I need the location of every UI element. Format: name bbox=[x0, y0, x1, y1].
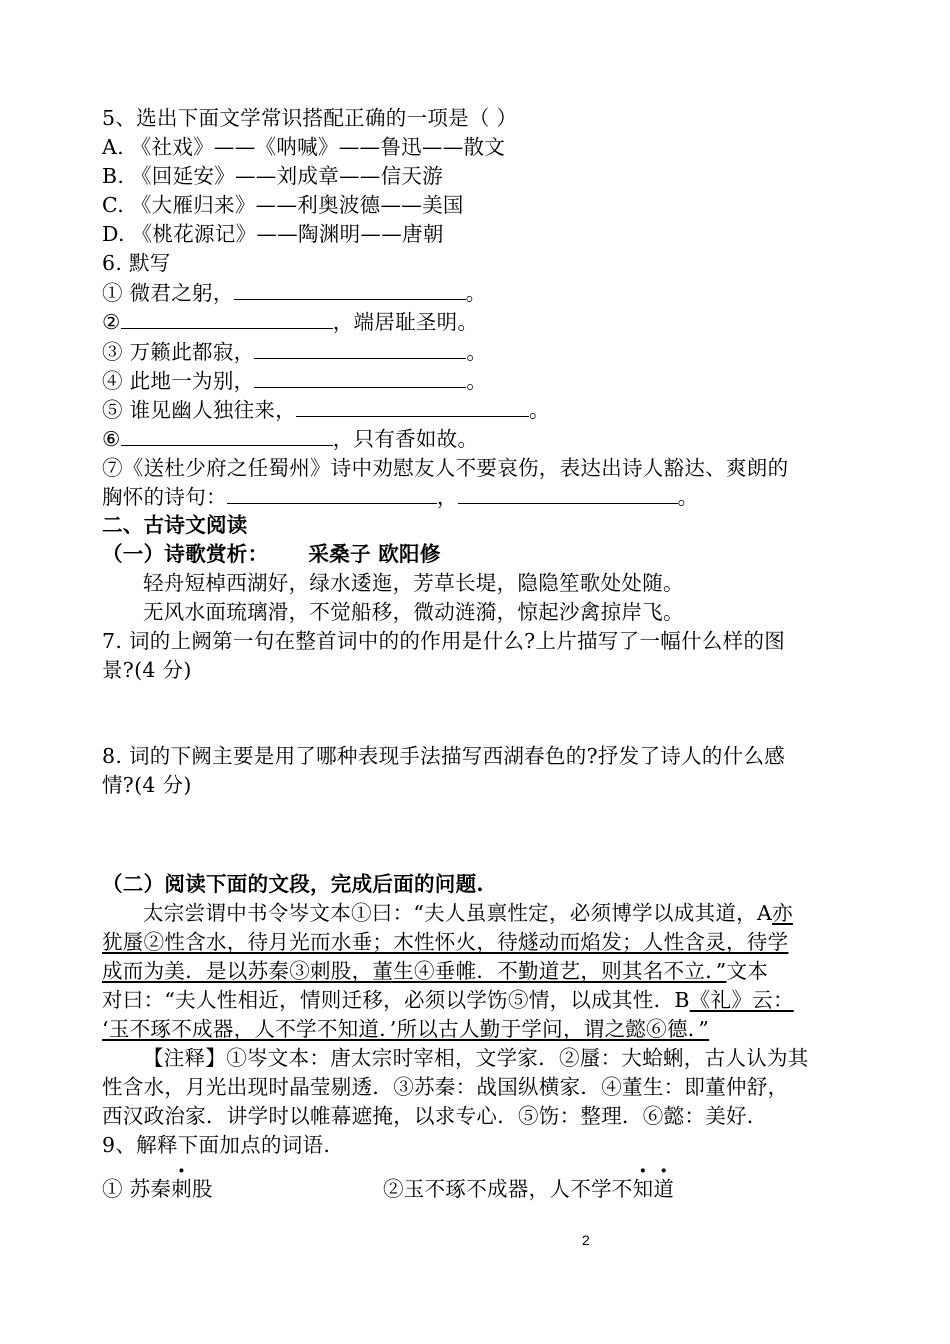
q6-item-5-post: 。 bbox=[529, 398, 550, 422]
page-number: 2 bbox=[582, 1232, 590, 1248]
q6-item-7-line2 bbox=[102, 483, 698, 512]
q8-line-1: 8. 词的下阙主要是用了哪种表现手法描写西湖春色的?抒发了诗人的什么感 bbox=[102, 744, 786, 768]
q6-item-6-post: ，只有香如故。 bbox=[332, 427, 479, 451]
passage-underlined-a-end: 成而为美．是以苏秦③刺股，董生④垂帷．不勤道艺，则其名不立．” bbox=[102, 959, 727, 983]
q6-item-1-pre: ① 微君之躬， bbox=[102, 281, 234, 305]
q5-stem: 5、选出下面文学常识搭配正确的一项是（ ） bbox=[102, 106, 518, 130]
q6-item-7-mid: ， bbox=[436, 485, 458, 509]
q6-item-1-post: 。 bbox=[465, 281, 487, 305]
q5-option-d: D. 《桃花源记》——陶渊明——唐朝 bbox=[102, 222, 444, 246]
section-2-title: 二、古诗文阅读 bbox=[102, 513, 248, 537]
passage-line-4 bbox=[102, 986, 794, 1015]
answer-blank[interactable] bbox=[121, 308, 333, 329]
q6-item-4 bbox=[102, 367, 487, 396]
q9-b-text: ②玉不琢不成器，人不学不 bbox=[383, 1177, 633, 1201]
notes-line-1: 【注释】①岑文本：唐太宗时宰相，文学家．②蜃：大蛤蜊，古人认为其 bbox=[143, 1046, 809, 1070]
q6-item-7-pre: 胸怀的诗句： bbox=[102, 485, 227, 509]
passage-line-5: ‘玉不琢不成器，人不学不知道．’所以古人勤于学问，谓之懿⑥德．” bbox=[102, 1017, 710, 1041]
poem-line-2: 无风水面琉璃滑，不觉船移，微动涟漪，惊起沙禽掠岸飞。 bbox=[143, 600, 684, 624]
poem-heading bbox=[102, 540, 441, 569]
answer-blank[interactable] bbox=[254, 367, 466, 388]
q9-b-dotted-word-2: 道 bbox=[653, 1177, 675, 1201]
q6-item-7-line1: ⑦《送杜少府之任蜀州》诗中劝慰友人不要哀伤，表达出诗人豁达、爽朗的 bbox=[102, 456, 789, 480]
passage-line-2: 犹蜃②性含水，待月光而水垂；木性怀火，待燧动而焰发；人性含灵，待学 bbox=[102, 930, 789, 954]
q9-a-dotted-word: 刺 bbox=[171, 1177, 193, 1201]
q9-item-a bbox=[102, 1175, 213, 1204]
q6-item-5 bbox=[102, 396, 550, 425]
q9-title: 9、解释下面加点的词语. bbox=[102, 1133, 331, 1157]
q6-title: 6. 默写 bbox=[102, 251, 171, 275]
q7-line-1: 7. 词的上阙第一句在整首词中的的作用是什么?上片描写了一幅什么样的图 bbox=[102, 629, 786, 653]
q9-a-text: ① 苏秦 bbox=[102, 1177, 172, 1201]
q5-option-b: B. 《回延安》——刘成章——信天游 bbox=[102, 164, 443, 188]
passage-underlined-b: 《礼》云： bbox=[689, 988, 794, 1012]
answer-blank[interactable] bbox=[254, 338, 466, 359]
q9-item-b bbox=[383, 1175, 674, 1204]
answer-blank[interactable] bbox=[121, 425, 333, 446]
q6-item-6-pre: ⑥ bbox=[102, 427, 121, 451]
sub-section-2-title: （二）阅读下面的文段，完成后面的问题. bbox=[102, 872, 484, 896]
q6-item-2 bbox=[102, 308, 478, 337]
passage-text: 对曰：“夫人性相近，情则迁移，必须以学饬⑤情，以成其性．B bbox=[102, 988, 690, 1012]
passage-line-3 bbox=[102, 957, 768, 986]
q5-option-a: A. 《社戏》——《呐喊》——鲁迅——散文 bbox=[102, 135, 506, 159]
passage-line-1 bbox=[143, 899, 793, 928]
answer-blank[interactable] bbox=[458, 483, 678, 504]
q8-line-2: 情?(4 分) bbox=[102, 773, 192, 797]
q6-item-7-post: 。 bbox=[677, 485, 699, 509]
q6-item-3 bbox=[102, 338, 487, 367]
q7-line-2: 景?(4 分) bbox=[102, 658, 192, 682]
q6-item-2-pre: ② bbox=[102, 310, 121, 334]
passage-text: 太宗尝谓中书令岑文本①曰：“夫人虽禀性定，必须博学以成其道，A bbox=[143, 901, 773, 925]
notes-line-3: 西汉政治家．讲学时以帷幕遮掩，以求专心．⑤饬：整理．⑥懿：美好． bbox=[102, 1104, 768, 1128]
passage-underlined-a: 亦 bbox=[772, 901, 793, 925]
q6-item-2-post: ，端居耻圣明。 bbox=[332, 310, 479, 334]
passage-text: 文本 bbox=[726, 959, 769, 983]
q6-item-5-pre: ⑤ 谁见幽人独往来， bbox=[102, 398, 297, 422]
answer-blank[interactable] bbox=[296, 396, 529, 417]
q9-b-dotted-word-1: 知 bbox=[632, 1177, 654, 1201]
answer-blank[interactable] bbox=[227, 483, 437, 504]
answer-blank[interactable] bbox=[234, 279, 466, 300]
q6-item-3-pre: ③ 万籁此都寂， bbox=[102, 340, 255, 364]
q6-item-3-post: 。 bbox=[466, 340, 488, 364]
q9-a-text-end: 股 bbox=[192, 1177, 213, 1201]
q6-item-1 bbox=[102, 279, 486, 308]
q6-item-4-post: 。 bbox=[466, 369, 488, 393]
poem-title: 采桑子 欧阳修 bbox=[308, 542, 441, 566]
q6-item-4-pre: ④ 此地一为别， bbox=[102, 369, 255, 393]
sub-section-1-title: （一）诗歌赏析： bbox=[102, 542, 269, 566]
notes-line-2: 性含水，月光出现时晶莹剔透．③苏秦：战国纵横家．④董生：即董仲舒， bbox=[102, 1075, 789, 1099]
q5-option-c: C. 《大雁归来》——利奥波德——美国 bbox=[102, 193, 464, 217]
q6-item-6 bbox=[102, 425, 478, 454]
poem-line-1: 轻舟短棹西湖好，绿水逶迤，芳草长堤，隐隐笙歌处处随。 bbox=[143, 571, 684, 595]
